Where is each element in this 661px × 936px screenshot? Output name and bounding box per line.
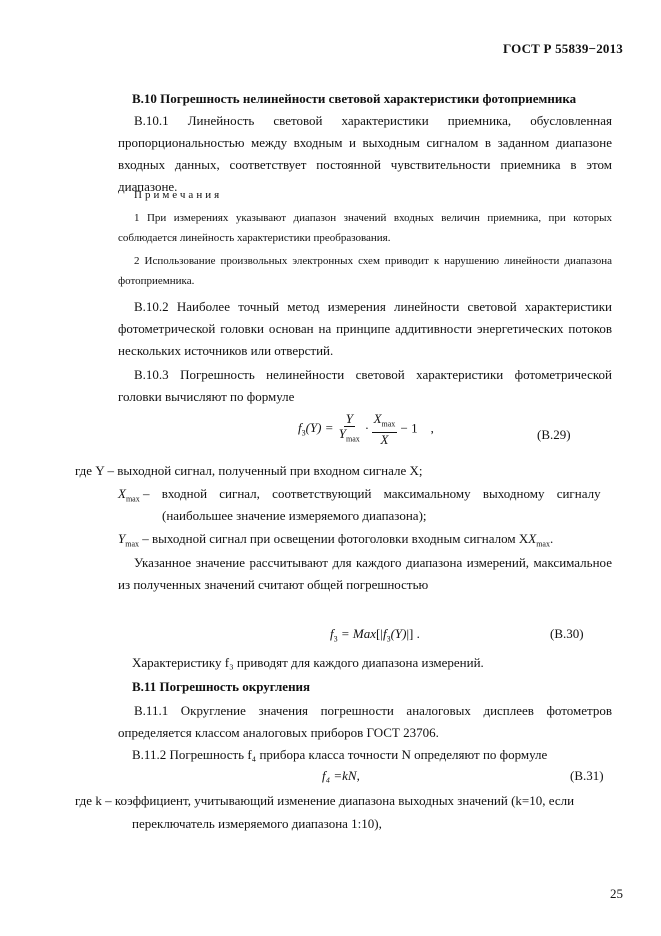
section-b10-title: В.10 Погрешность нелинейности световой характеристики фотоприемника (132, 91, 577, 106)
xmax-text: – входной сигнал, соответствующий максимальному выходному сигналу (142, 486, 601, 501)
paragraph-total-error: Указанное значение рассчитывают для каждого диапазона измерений, максимальное из полученных значений считают общей погрешностью (118, 555, 612, 592)
equation-b31: f₄ =kN, (322, 768, 360, 783)
ymax-subscript: max (125, 539, 140, 549)
equation-b30: $f_3 = Max[|f_3(Y)|]$ . (330, 626, 420, 644)
section-b11-title: В.11 Погрешность округления (132, 679, 311, 694)
ymax-symbol: Y (118, 531, 126, 546)
paragraph-char-f3: Характеристику f₃ приводят для каждого диапазона измерений. (132, 655, 484, 670)
paragraph-b11-2: В.11.2 Погрешность f₄ прибора класса точности N определяют по формуле (132, 747, 548, 762)
paragraph-b11-1: В.11.1 Округление значения погрешности аналоговых дисплеев фотометров определяется классом аналоговых приборов ГОСТ 23706. (118, 703, 612, 740)
page-number: 25 (610, 886, 623, 901)
xmax-symbol: X (118, 486, 126, 501)
paragraph-b10-1: В.10.1 Линейность световой характеристики приемника, обусловленная пропорциональностью между входным и выходным сигналом в заданном диапазоне входных данных, соответствует постоянной чувствительности приемника в этом диапазоне. (118, 113, 612, 194)
notes-title: Примечания (134, 189, 223, 201)
note-2: 2 Использование произвольных электронных схем приводит к нарушению линейности диапазона фотоприемника. (118, 255, 612, 287)
definition-k-continued: переключатель измеряемого диапазона 1:10), (132, 816, 382, 831)
equation-b30-number: (В.30) (550, 626, 584, 641)
document-header: ГОСТ Р 55839−2013 (502, 41, 623, 56)
xmax-subscript: max (125, 494, 140, 504)
paragraph-b10-3: В.10.3 Погрешность нелинейности световой характеристики фотометрической головки вычисляют по формуле (118, 367, 612, 404)
equation-b31-number: (В.31) (570, 768, 604, 783)
definition-y: где Y – выходной сигнал, полученный при входном сигнале X; (75, 463, 423, 478)
definition-ymax: $Y_{max}$ – выходной сигнал при освещении фотоголовки входным сигналом $XX_{max}$. (118, 531, 554, 549)
equation-b29-number: (В.29) (537, 427, 571, 442)
note-1: 1 При измерениях указывают диапазон значений входных величин приемника, при которых соблюдается линейность характеристики преобразования. (118, 212, 612, 244)
ymax-text: – выходной сигнал при освещении фотоголовки входным сигналом X (142, 531, 529, 546)
paragraph-b10-2: В.10.2 Наиболее точный метод измерения линейности световой характеристики фотометрической головки основан на принципе аддитивности энергетических потоков нескольких источников или отверстий. (118, 299, 612, 358)
definition-xmax-continued: (наибольшее значение измеряемого диапазона); (162, 508, 427, 523)
equation-b29: $f_3(Y)$ = $\frac{Y}{Y_{max}}$ · $\frac{X_{max}}{X}$ − 1 , (298, 411, 434, 447)
definition-k: где k – коэффициент, учитывающий изменение диапазона выходных значений (k=10, если (75, 793, 575, 808)
